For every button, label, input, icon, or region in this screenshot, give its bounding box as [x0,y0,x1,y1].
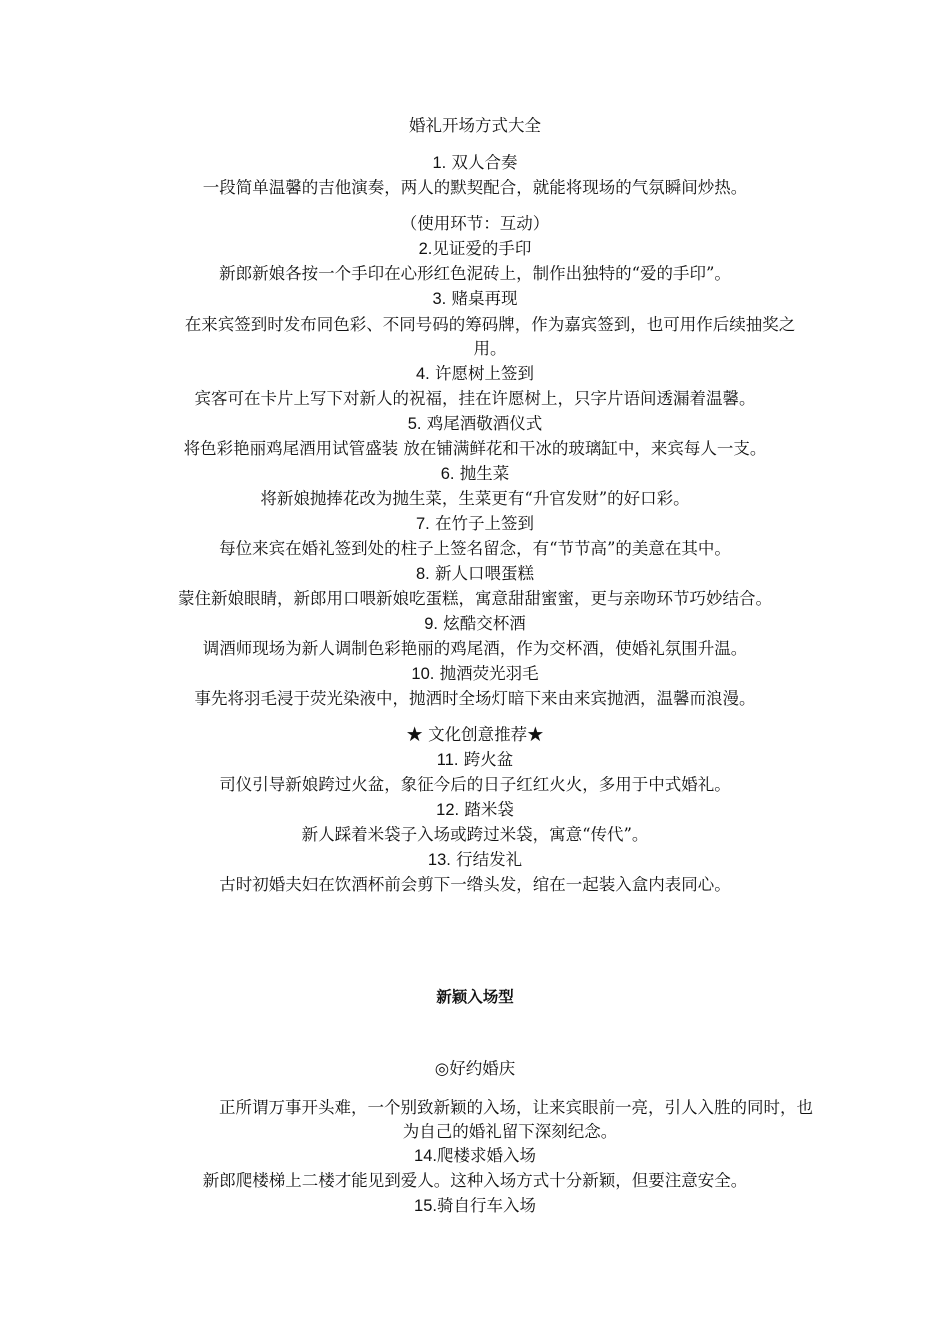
item-number: 8. [415,565,430,583]
section-source: ◎好约婚庆 [434,1059,516,1078]
item-description: 古时初婚夫妇在饮酒杯前会剪下一绺头发，绾在一起装入盒内表同心。 [219,875,731,894]
item-number: 3. [432,290,447,308]
item-heading [0,563,950,585]
item-number: 11. [436,751,459,769]
document-title: 婚礼开场方式大全 [409,116,541,135]
item-number: 1. [432,154,447,172]
item-number: 10. [411,665,435,683]
item-description: 将色彩艳丽鸡尾酒用试管盛装 放在铺满鲜花和干冰的玻璃缸中，来宾每人一支。 [183,439,767,458]
item-number: 4. [415,365,430,383]
item-heading [0,363,950,385]
item-description: 一段简单温馨的吉他演奏，两人的默契配合，就能将现场的气氛瞬间炒热。 [202,178,748,197]
item-description: 每位来宾在婚礼签到处的柱子上签名留念，有“节节高”的美意在其中。 [219,539,731,558]
item-description: 新郎新娘各按一个手印在心形红色泥砖上，制作出独特的“爱的手印”。 [219,264,731,283]
item-description: 新人踩着米袋子入场或跨过米袋，寓意“传代”。 [301,825,649,844]
item-number: 14. [414,1147,437,1165]
item-number: 6. [440,465,455,483]
item-heading [0,799,950,821]
item-description: 事先将羽毛浸于荧光染液中，抛洒时全场灯暗下来由来宾抛洒，温馨而浪漫。 [194,689,756,708]
item-heading [0,1145,950,1167]
item-title: 鸡尾酒敬酒仪式 [426,414,543,433]
item-heading [0,613,950,635]
item-title: 行结发礼 [456,850,523,869]
item-description: 新郎爬楼梯上二楼才能见到爱人。这种入场方式十分新颖，但要注意安全。 [202,1171,748,1190]
item-title: 踏米袋 [464,800,514,819]
item-description: 司仪引导新娘跨过火盆，象征今后的日子红红火火，多用于中式婚礼。 [219,775,731,794]
item-heading [0,849,950,871]
usage-note: （使用环节：互动） [400,214,550,233]
item-heading [0,238,950,260]
item-title: 在竹子上签到 [435,514,534,533]
item-title: 抛生菜 [459,464,510,483]
item-number: 5. [407,415,422,433]
item-title: 爬楼求婚入场 [436,1146,536,1165]
item-title: 许愿树上签到 [435,364,534,383]
item-number: 2. [418,240,433,258]
item-number: 13. [427,851,451,869]
item-heading [0,663,950,685]
item-title: 赌桌再现 [451,289,518,308]
item-title: 新人口喂蛋糕 [435,564,534,583]
item-heading [0,288,950,310]
item-heading [0,413,950,435]
item-heading [0,152,950,174]
item-number: 15. [414,1197,437,1215]
item-number: 9. [424,615,438,633]
item-title: 跨火盆 [463,750,514,769]
item-description: 在来宾签到时发布同色彩、不同号码的筹码牌，作为嘉宾签到，也可用作后续抽奖之用。 [184,315,796,358]
item-heading [0,463,950,485]
item-title: 骑自行车入场 [436,1196,536,1215]
item-title: 见证爱的手印 [432,239,532,258]
item-heading [0,513,950,535]
item-number: 12. [436,801,460,819]
culture-heading: ★ 文化创意推荐★ [406,725,544,744]
item-title: 双人合奏 [451,153,518,172]
section-intro: 正所谓万事开头难，一个别致新颖的入场，让来宾眼前一亮，引人入胜的同时，也为自己的婚礼留下深刻纪念。 [219,1098,813,1141]
item-title: 炫酷交杯酒 [443,614,526,633]
item-description: 调酒师现场为新人调制色彩艳丽的鸡尾酒，作为交杯酒，使婚礼氛围升温。 [202,639,748,658]
item-number: 7. [415,515,430,533]
item-heading [0,749,950,771]
item-description: 将新娘抛捧花改为抛生菜，生菜更有“升官发财”的好口彩。 [260,489,690,508]
item-description: 蒙住新娘眼睛，新郎用口喂新娘吃蛋糕，寓意甜甜蜜蜜，更与亲吻环节巧妙结合。 [178,589,772,608]
item-title: 抛酒荧光羽毛 [439,664,539,683]
section-title: 新颖入场型 [436,988,514,1006]
item-description: 宾客可在卡片上写下对新人的祝福，挂在许愿树上，只字片语间透漏着温馨。 [194,389,756,408]
item-heading [0,1195,950,1217]
